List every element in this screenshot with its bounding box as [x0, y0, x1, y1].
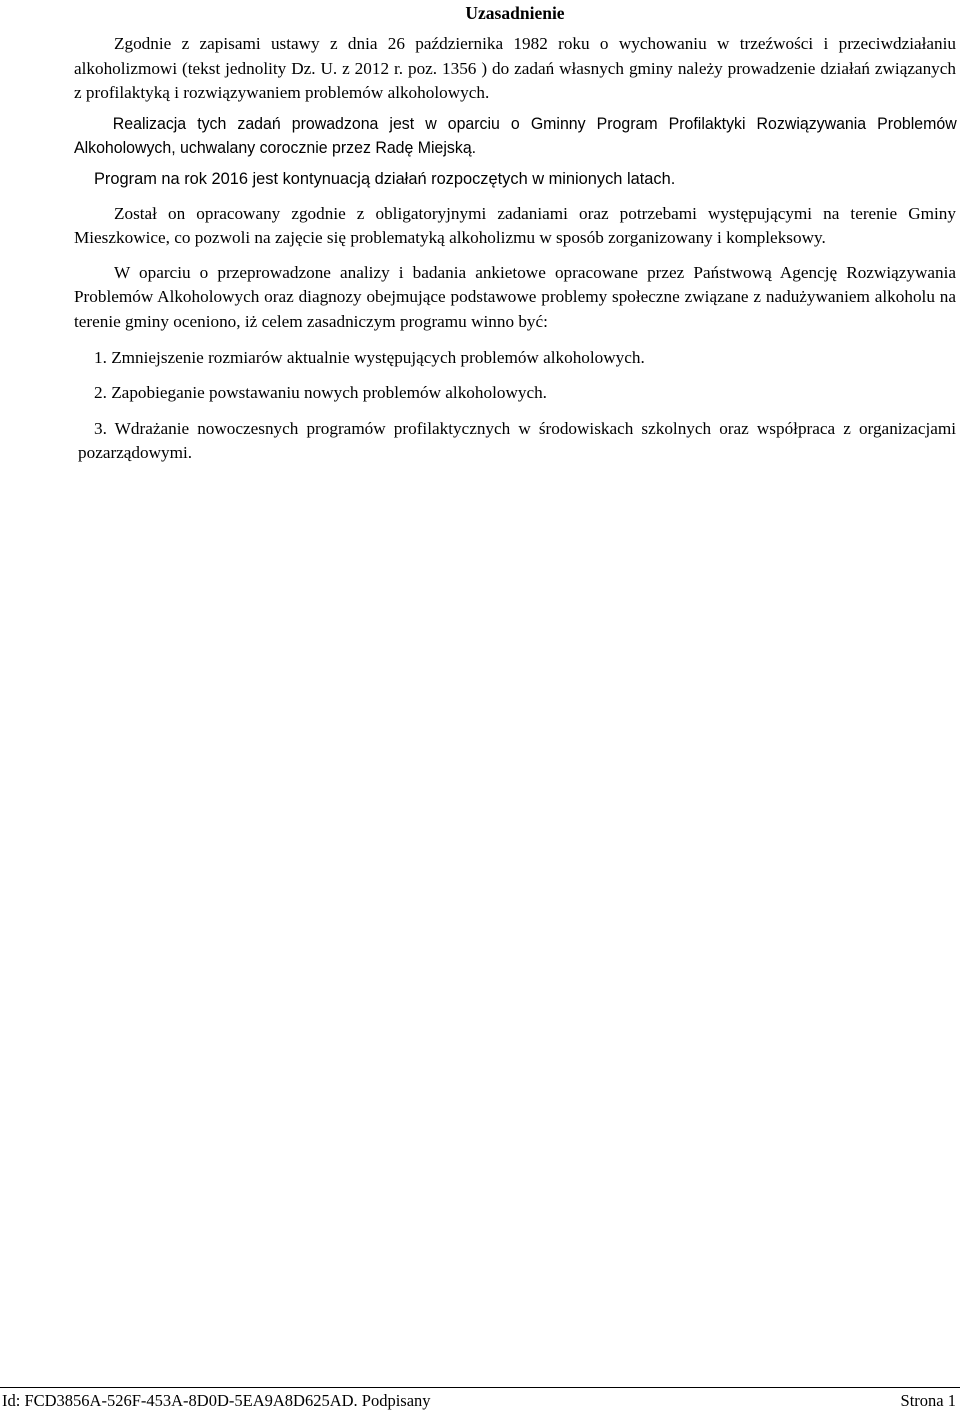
paragraph-legal-basis: Zgodnie z zapisami ustawy z dnia 26 października 1982 roku o wychowaniu w trzeźwości i przeciwdziałaniu alkoholizmowi (tekst jednolity Dz. U. z 2012 r. poz. 1356 ) do zadań własnych gminy należy prowadzenie działań związanych z profilaktyką i rozwiązywaniem problemów alkoholowych.: [74, 34, 956, 103]
document-id: Id: FCD3856A-526F-453A-8D0D-5EA9A8D625AD. Podpisany: [2, 1391, 431, 1410]
footer-divider: [0, 1387, 960, 1388]
paragraph-program-realization: Realizacja tych zadań prowadzona jest w oparciu o Gminny Program Profilaktyki Rozwiązywania Problemów Alkoholowych, uchwalany corocznie przez Radę Miejską.: [74, 114, 957, 158]
goal-list-item: 3. Wdrażanie nowoczesnych programów profilaktycznych w środowiskach szkolnych oraz współpraca z organizacjami pozarządowymi.: [78, 418, 956, 463]
goal-list-item: 1. Zmniejszenie rozmiarów aktualnie występujących problemów alkoholowych.: [94, 347, 645, 367]
paragraph-program-goals: W oparciu o przeprowadzone analizy i badania ankietowe opracowane przez Państwową Agencję Rozwiązywania Problemów Alkoholowych oraz diagnozy obejmujące podstawowe problemy społeczne związane z nadużywaniem alkoholu na terenie gminy oceniono, iż celem zasadniczym programu winno być:: [74, 262, 956, 331]
page-number: Strona 1: [900, 1391, 956, 1410]
document-title: Uzasadnienie: [465, 3, 565, 23]
paragraph-program-continuation: Program na rok 2016 jest kontynuacją działań rozpoczętych w minionych latach.: [94, 169, 676, 188]
goal-list-item: 2. Zapobieganie powstawaniu nowych problemów alkoholowych.: [94, 383, 547, 403]
document-body: [74, 0, 956, 466]
paragraph-program-scope: Został on opracowany zgodnie z obligatoryjnymi zadaniami oraz potrzebami występującymi na terenie Gminy Mieszkowice, co pozwoli na zajęcie się problematyką alkoholizmu w sposób zorganizowany i kompleksowy.: [74, 203, 956, 248]
page-footer: [2, 1390, 956, 1412]
